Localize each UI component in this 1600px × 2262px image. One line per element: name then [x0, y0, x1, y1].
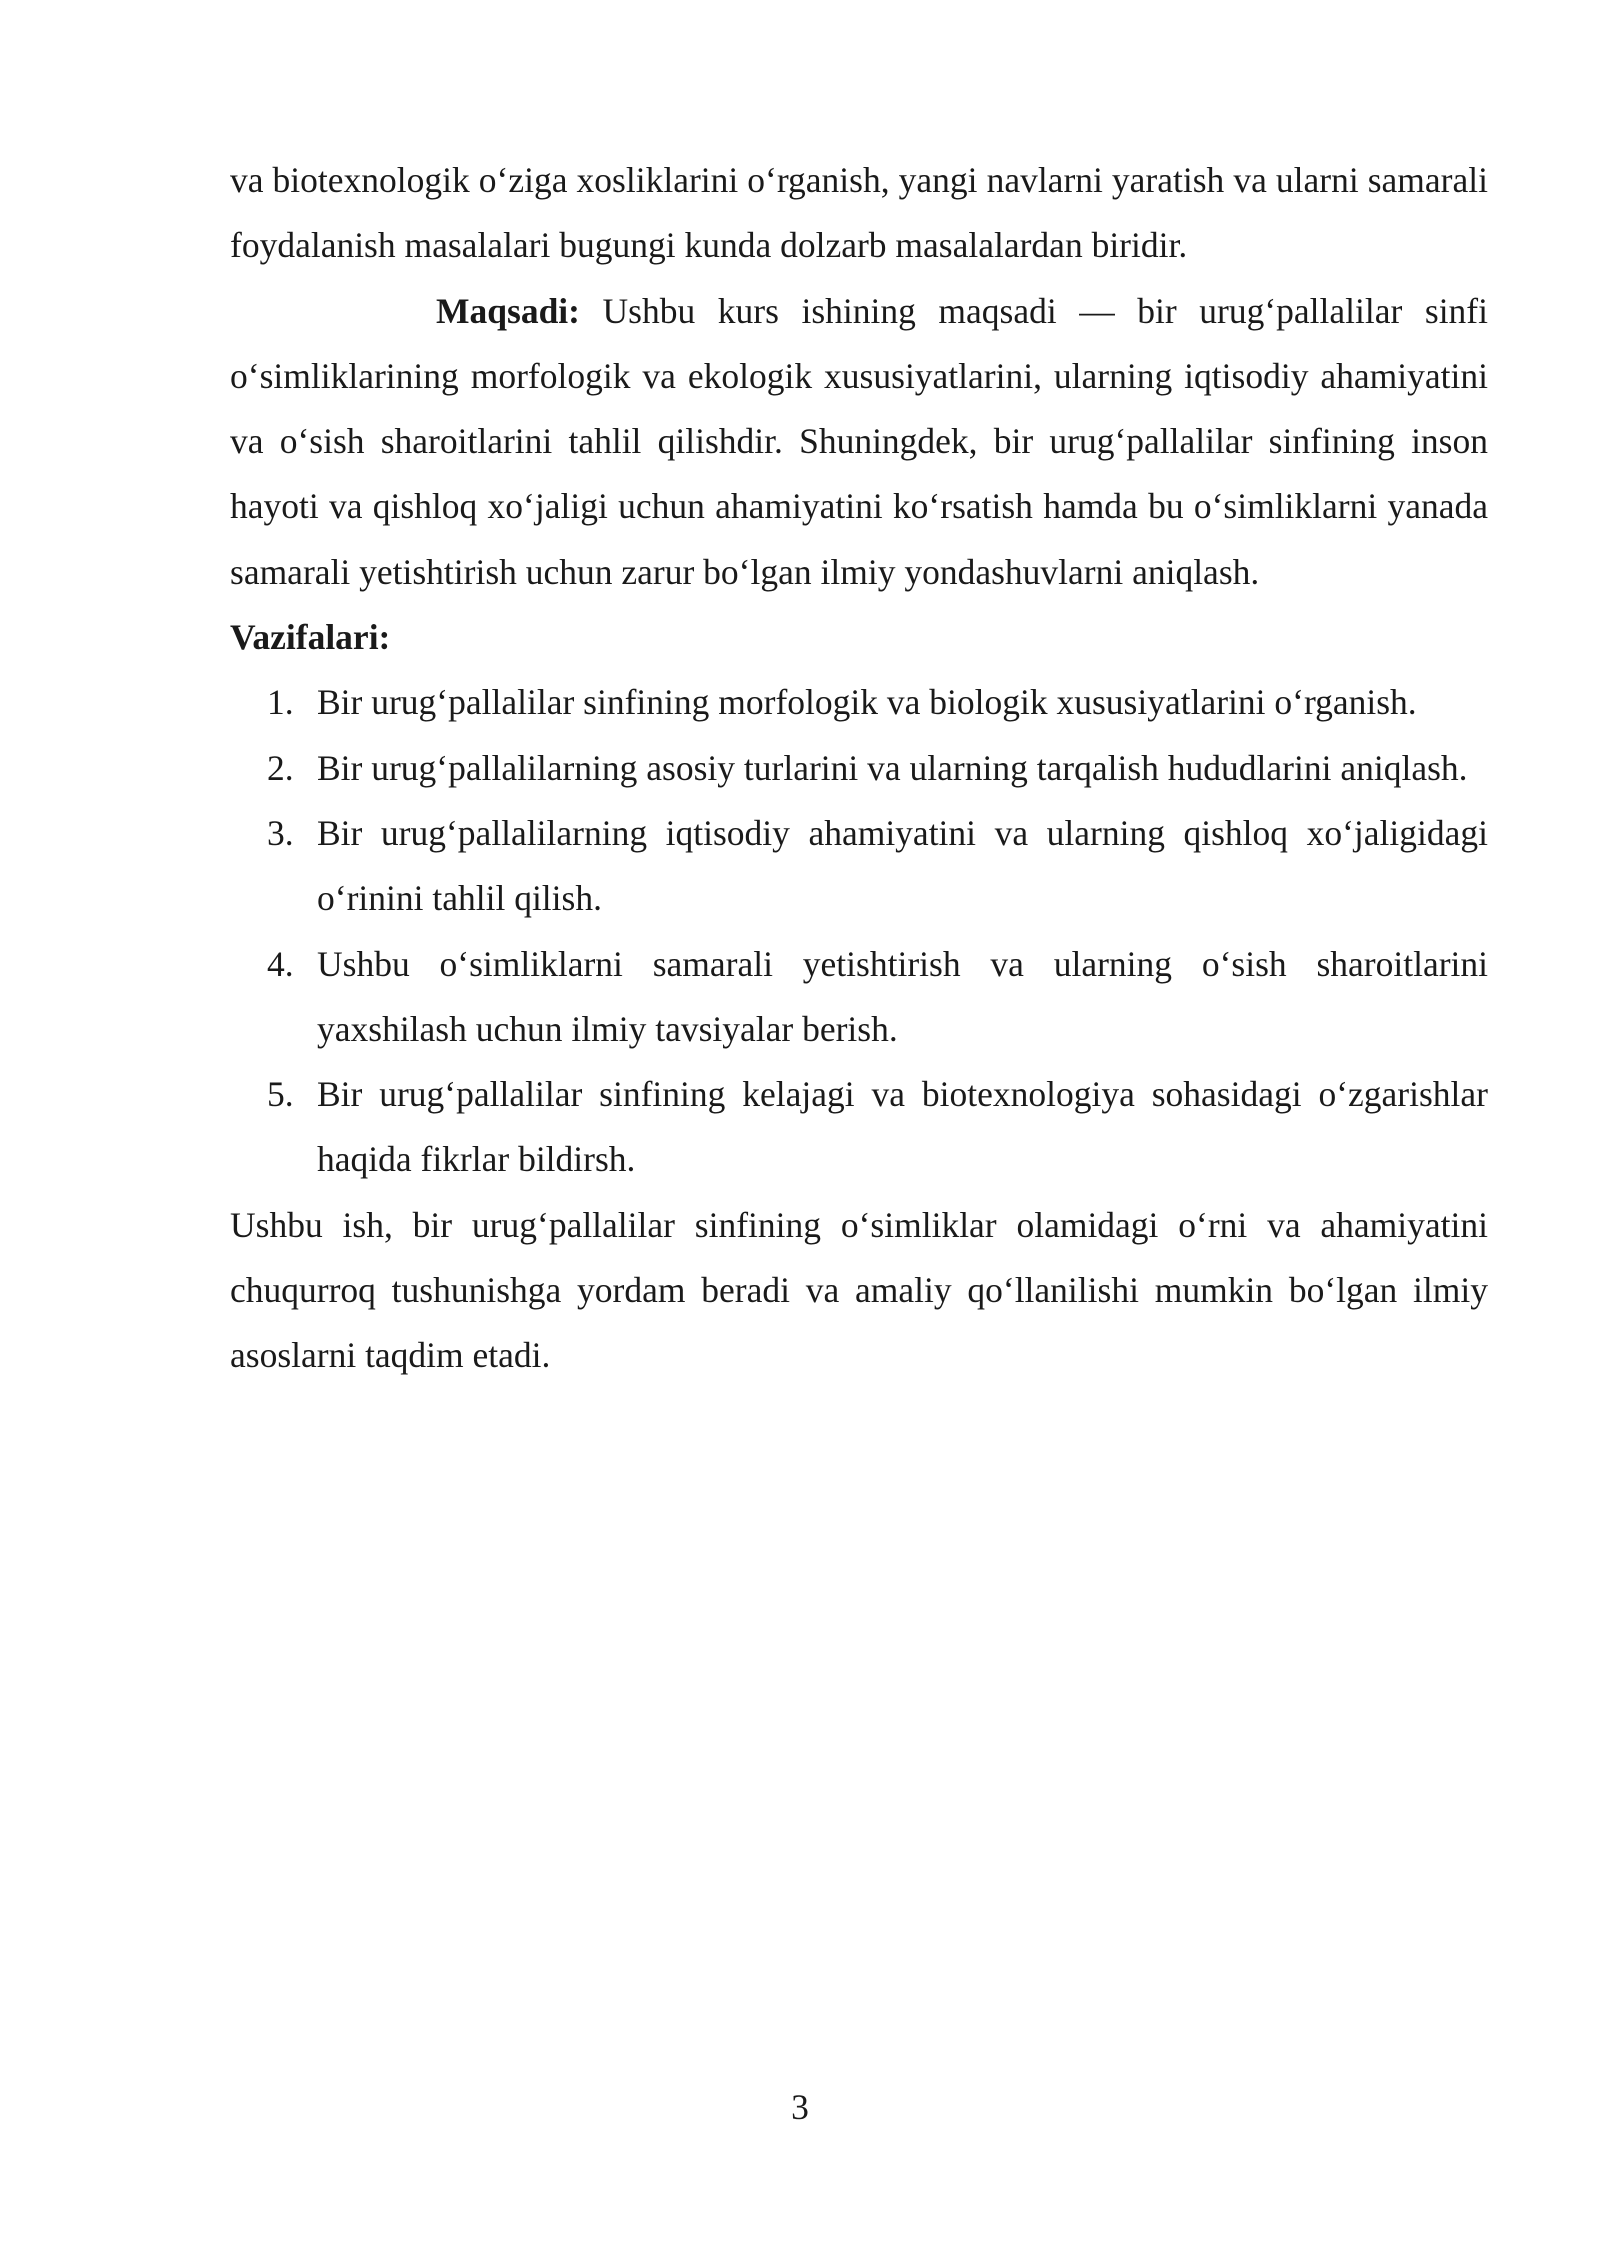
- task-text: Bir urug‘pallalilarning iqtisodiy ahamiyatini va ularning qishloq xo‘jaligidagi o‘rinini tahlil qilish.: [317, 812, 1488, 919]
- task-item: [230, 1062, 1488, 1193]
- task-number: 4.: [267, 943, 294, 984]
- task-text: Bir urug‘pallalilar sinfining morfologik va biologik xususiyatlarini o‘rganish.: [317, 682, 1417, 723]
- task-text: Bir urug‘pallalilarning asosiy turlarini va ularning tarqalish hududlarini aniqlash.: [317, 747, 1468, 788]
- task-item: [230, 670, 1488, 735]
- task-item: [230, 801, 1488, 932]
- goal-text: Ushbu kurs ishining maqsadi — bir urug‘pallalilar sinfi o‘simliklarining morfologik va ekologik xususiyatlarini, ularning iqtisodiy ahamiyatini va o‘sish sharoitlarini tahlil qilishdir. Shuningdek, bir urug‘pallalilar sinfining inson hayoti va qishloq xo‘jaligi uchun ahamiyatini ko‘rsatish hamda bu o‘simliklarni yanada samarali yetishtirish uchun zarur bo‘lgan ilmiy yondashuvlarni aniqlash.: [230, 290, 1488, 592]
- tasks-list: [230, 670, 1488, 1192]
- document-body: [230, 148, 1488, 1389]
- task-item: [230, 932, 1488, 1063]
- tasks-heading: Vazifalari:: [230, 617, 391, 658]
- goal-paragraph: [230, 279, 1488, 605]
- conclusion-paragraph: Ushbu ish, bir urug‘pallalilar sinfining o‘simliklar olamidagi o‘rni va ahamiyatini chuqurroq tushunishga yordam beradi va amaliy qo‘llanilishi mumkin bo‘lgan ilmiy asoslarni taqdim etadi.: [230, 1204, 1488, 1376]
- task-text: Ushbu o‘simliklarni samarali yetishtirish va ularning o‘sish sharoitlarini yaxshilash uchun ilmiy tavsiyalar berish.: [317, 943, 1488, 1049]
- task-number: 1.: [267, 682, 294, 723]
- goal-label: Maqsadi:: [436, 290, 580, 331]
- task-text: Bir urug‘pallalilar sinfining kelajagi va biotexnologiya sohasidagi o‘zgarishlar haqida fikrlar bildirsh.: [317, 1074, 1488, 1180]
- task-number: 5.: [267, 1074, 294, 1115]
- task-number: 3.: [267, 812, 294, 853]
- task-item: [230, 736, 1488, 801]
- intro-paragraph: va biotexnologik o‘ziga xosliklarini o‘rganish, yangi navlarni yaratish va ularni samarali foydalanish masalalari bugungi kunda dolzarb masalalardan biridir.: [230, 160, 1488, 266]
- task-number: 2.: [267, 747, 294, 788]
- page-number: 3: [791, 2087, 809, 2127]
